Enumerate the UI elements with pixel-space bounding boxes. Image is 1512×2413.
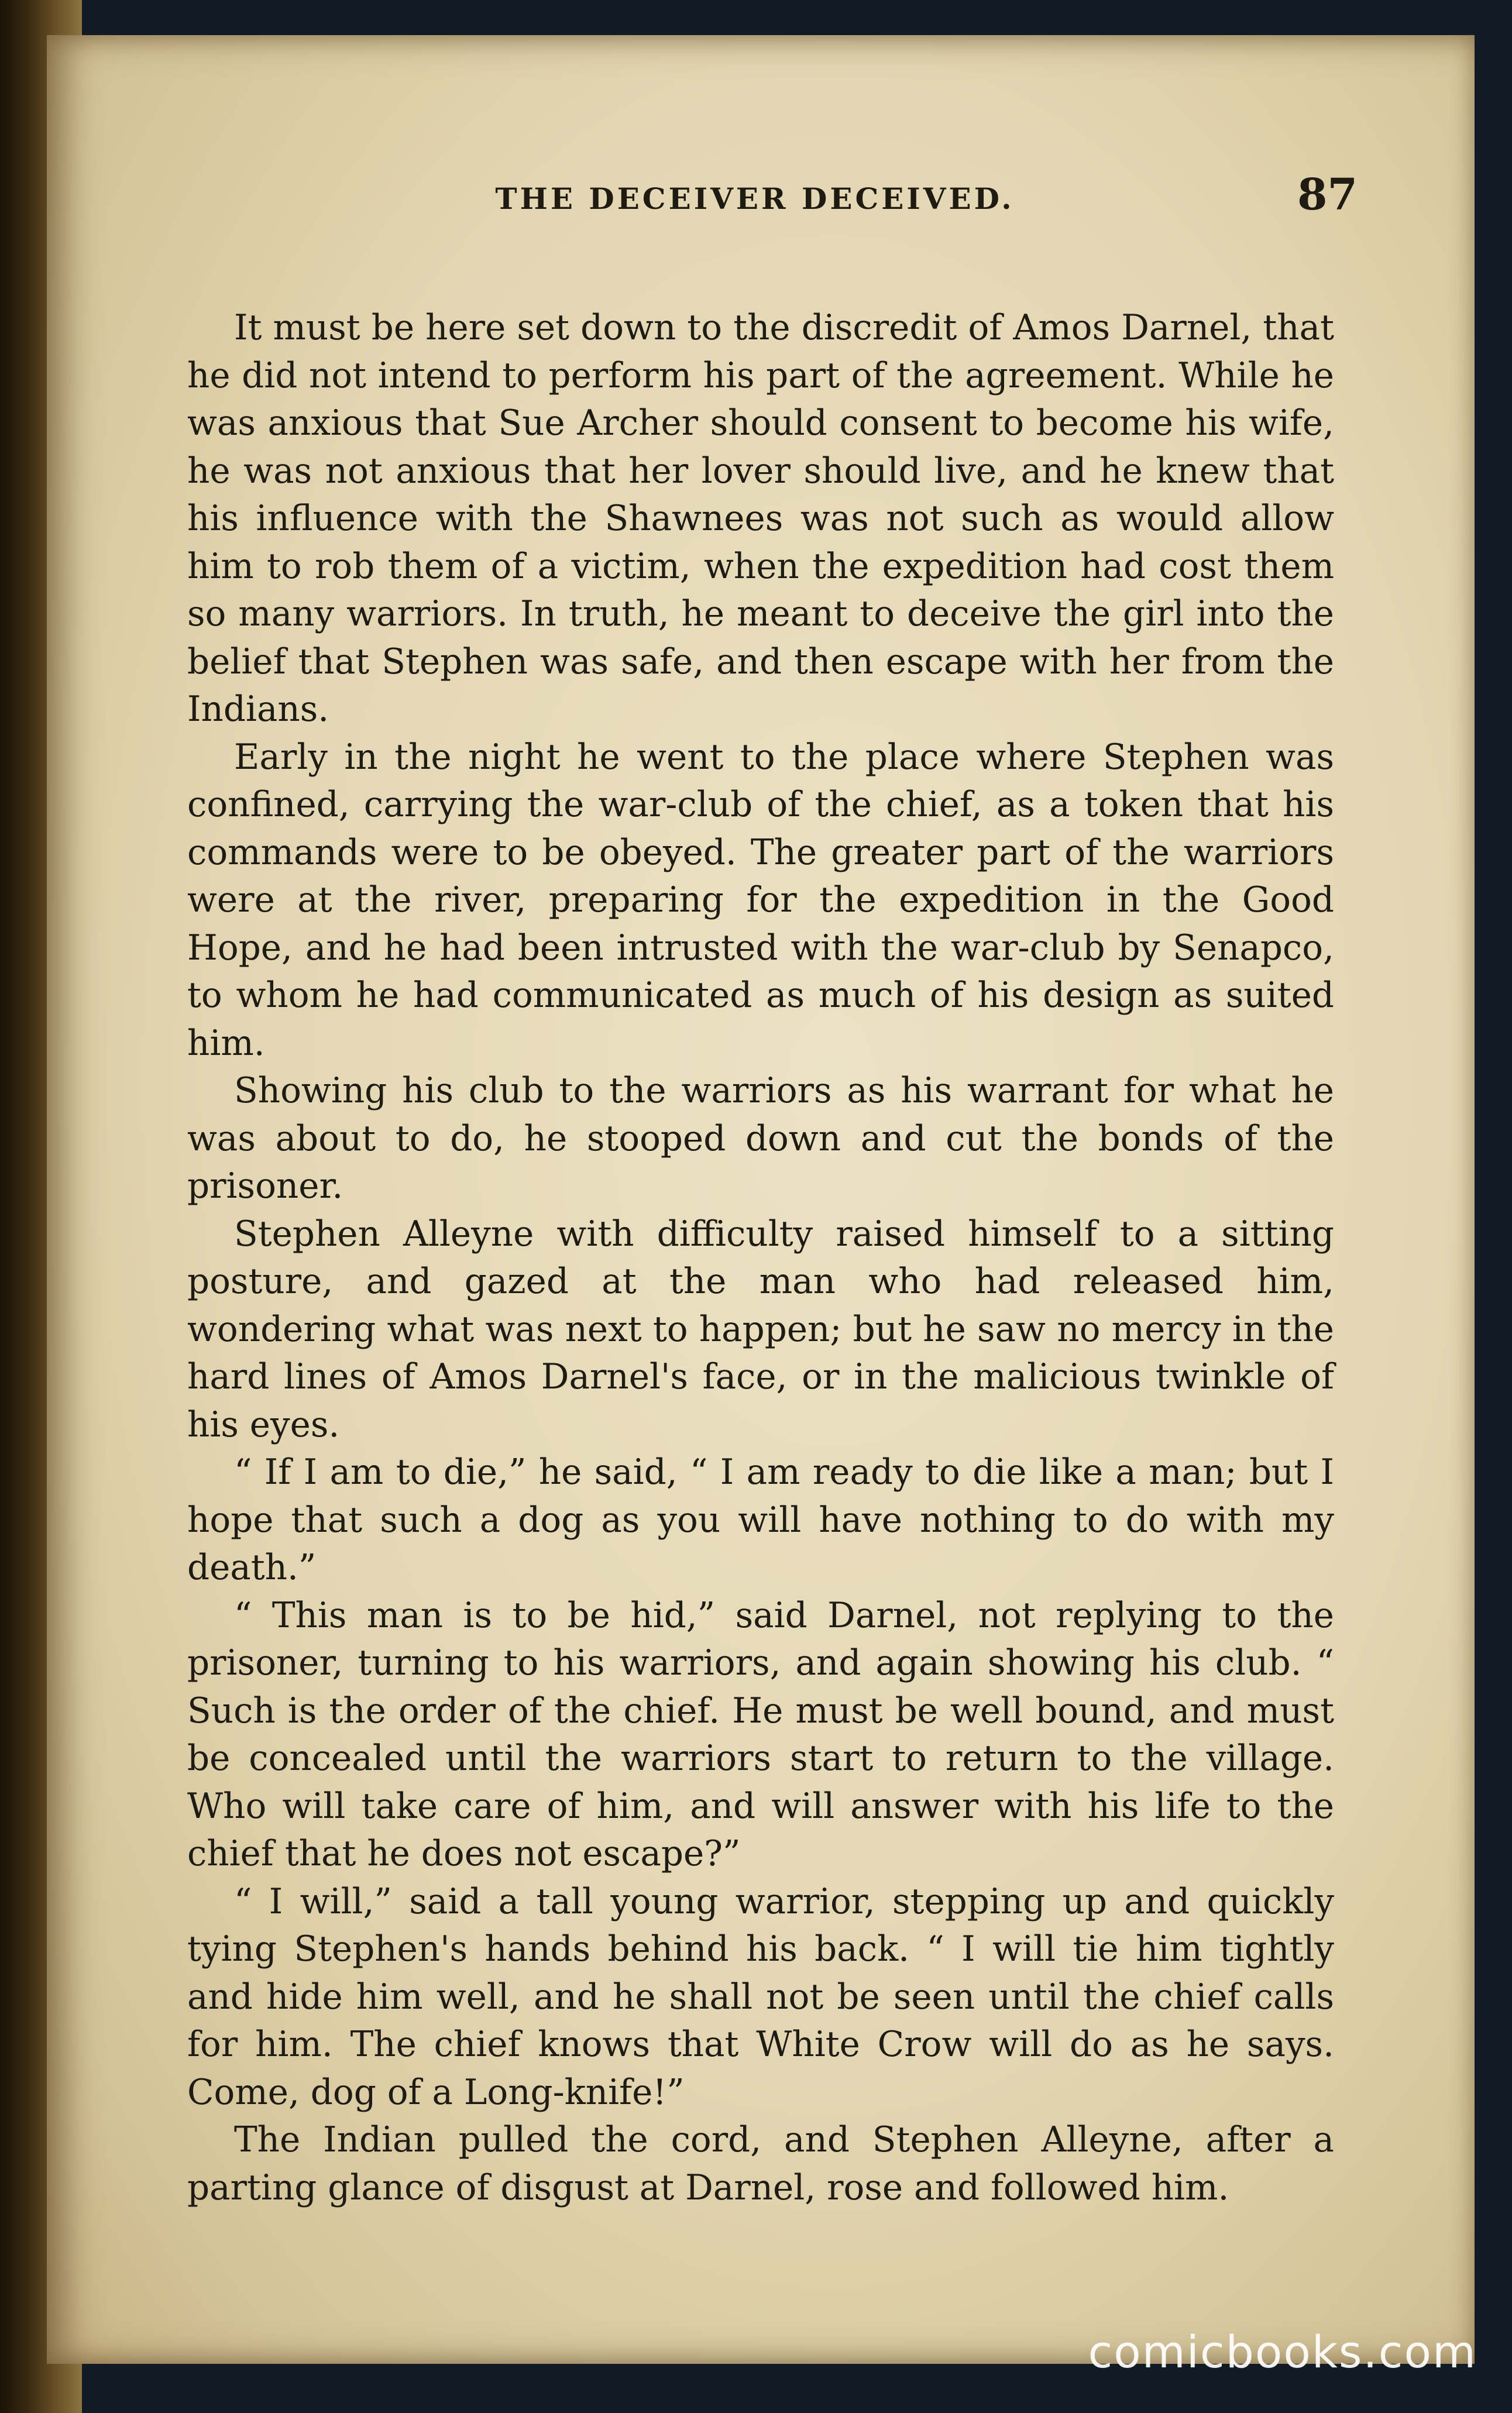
paragraph-2: Early in the night he went to the place where Stephen was confined, carrying the war-club of the chief, as a token that his commands were to be obeyed. The greater part of the warriors were at the river, preparing for the expedition in the Good Hope, and he had been intrusted with the war-club by Senapco, to whom he had communicated as much of his design as suited him. bbox=[187, 737, 1334, 1064]
page-header bbox=[152, 170, 1358, 228]
watermark: comicbooks.com bbox=[1088, 2326, 1477, 2378]
page-number: 87 bbox=[1297, 170, 1358, 220]
paragraph-7: “ I will,” said a tall young warrior, stepping up and quickly tying Stephen's hands behind his back. “ I will tie him tightly and hide him well, and he shall not be seen until the chief calls for him. The chief knows that White Crow will do as he says. Come, dog of a Long-knife!” bbox=[187, 1881, 1334, 2113]
body-text bbox=[187, 304, 1334, 2212]
paragraph-5: “ If I am to die,” he said, “ I am ready to die like a man; but I hope that such a dog as you will have nothing to do with my death.” bbox=[187, 1452, 1334, 1588]
paragraph-8: The Indian pulled the cord, and Stephen Alleyne, after a parting glance of disgust at Darnel, rose and followed him. bbox=[187, 2120, 1334, 2208]
paragraph-6: “ This man is to be hid,” said Darnel, not replying to the prisoner, turning to his warriors, and again showing his club. “ Such is the order of the chief. He must be well bound, and must be concealed until the warriors start to return to the village. Who will take care of him, and will answer with his life to the chief that he does not escape?” bbox=[187, 1595, 1334, 1874]
paragraph-1: It must be here set down to the discredit of Amos Darnel, that he did not intend to perform his part of the agreement. While he was anxious that Sue Archer should consent to become his wife, he was not anxious that her lover should live, and he knew that his influence with the Shawnees was not such as would allow him to rob them of a victim, when the expedition had cost them so many warriors. In truth, he meant to deceive the girl into the belief that Stephen was safe, and then escape with her from the Indians. bbox=[187, 308, 1334, 730]
running-title: THE DECEIVER DECEIVED. bbox=[495, 181, 1015, 216]
paragraph-3: Showing his club to the warriors as his warrant for what he was about to do, he stooped down and cut the bonds of the prisoner. bbox=[187, 1071, 1334, 1206]
paragraph-4: Stephen Alleyne with difficulty raised himself to a sitting posture, and gazed at the man who had released him, wondering what was next to happen; but he saw no mercy in the hard lines of Amos Darnel's face, or in the malicious twinkle of his eyes. bbox=[187, 1214, 1334, 1445]
book-page bbox=[47, 35, 1475, 2364]
